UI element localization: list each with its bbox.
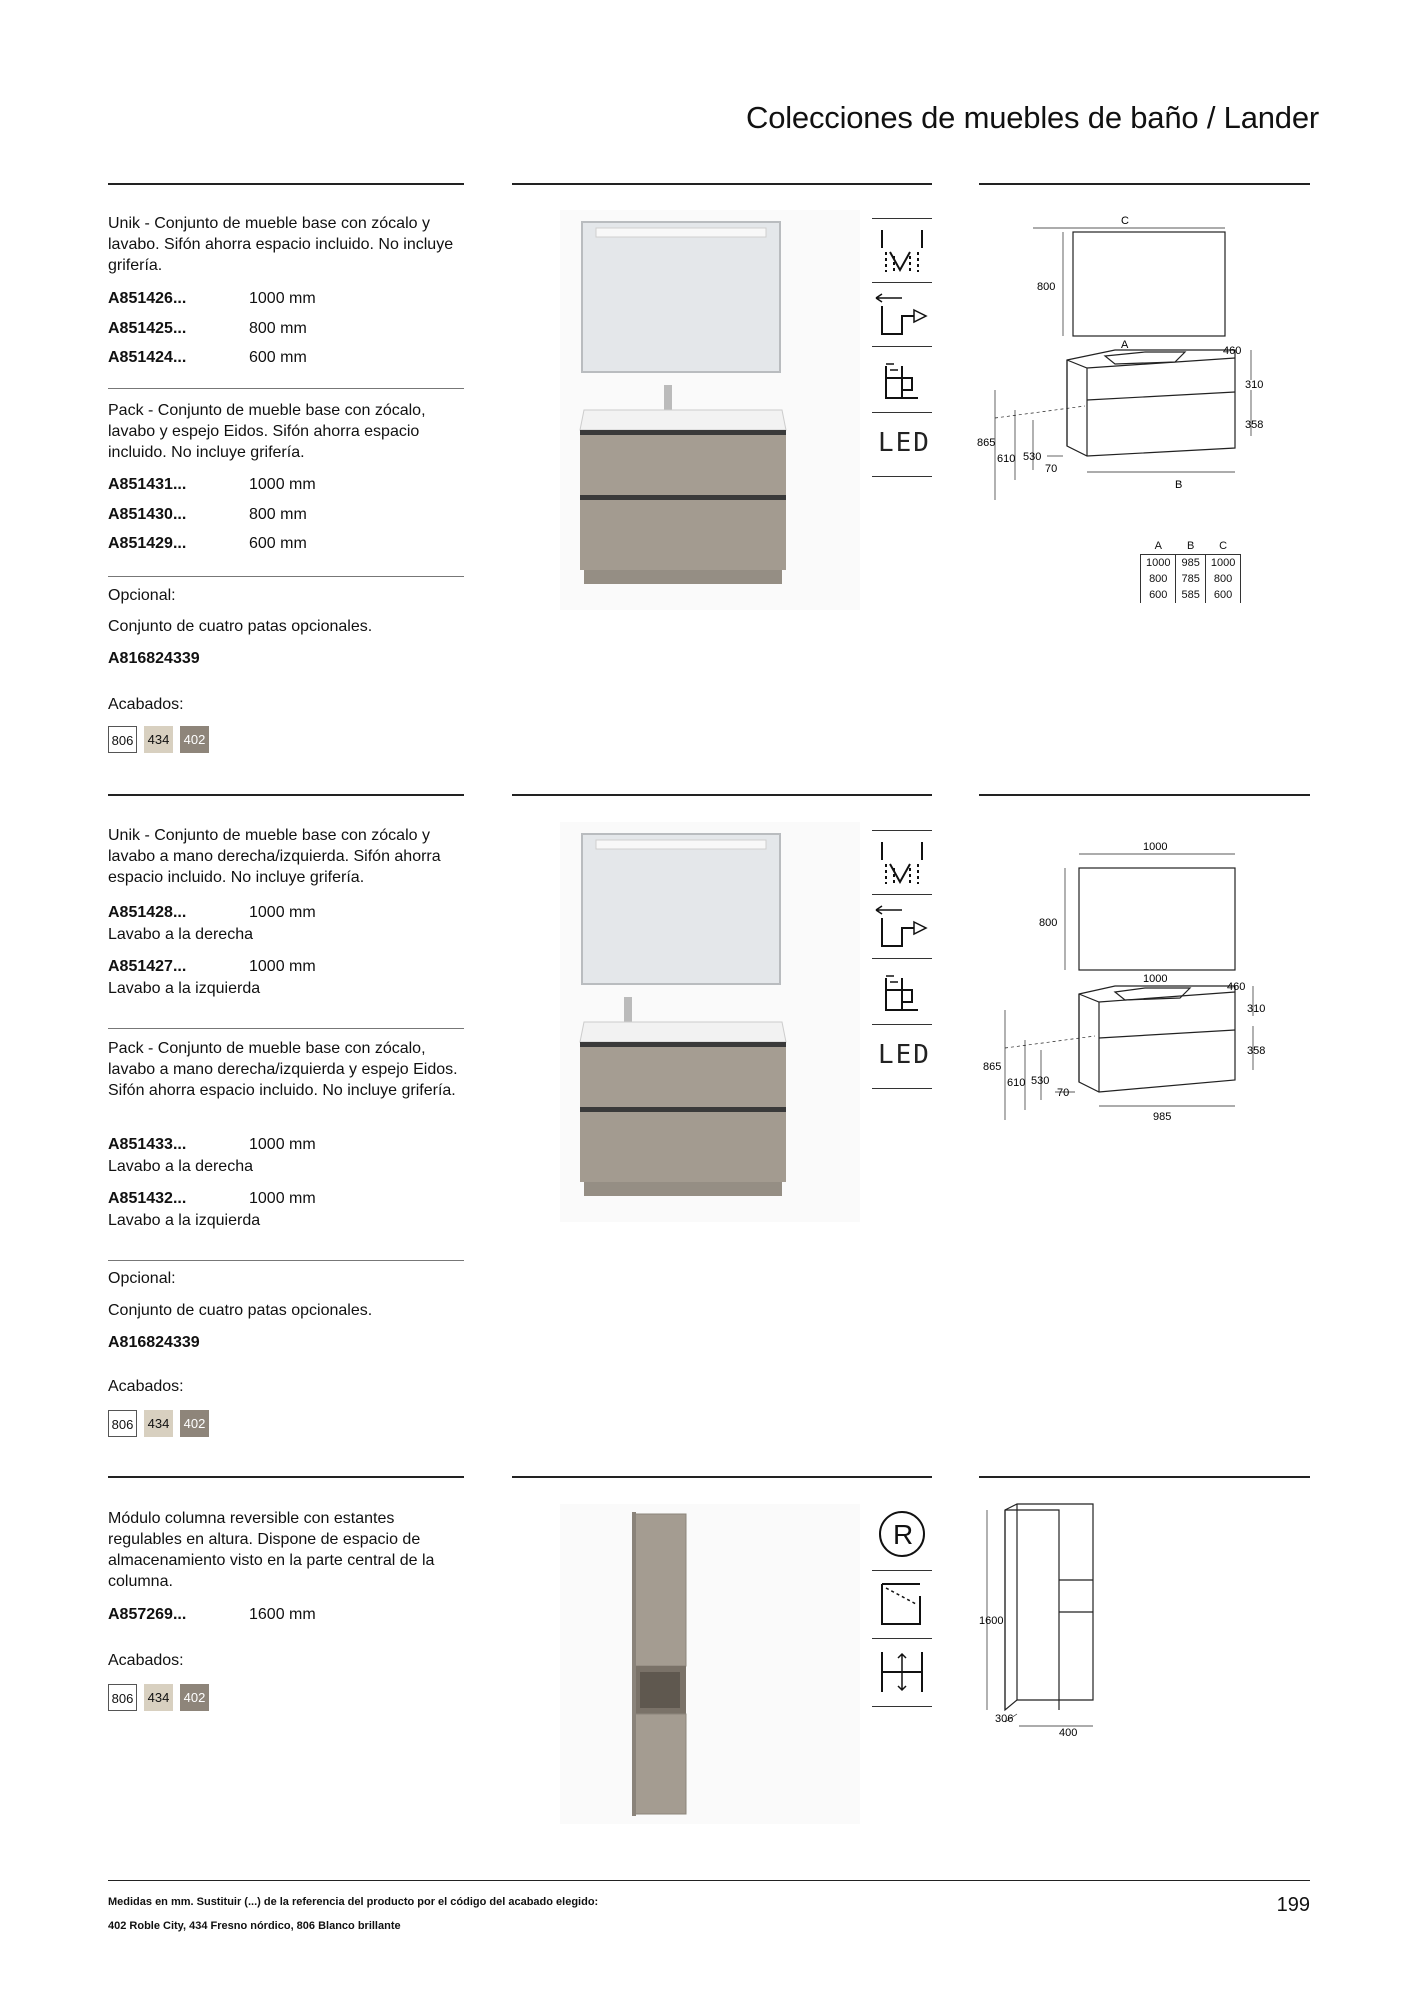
led-icon: LED (878, 428, 931, 458)
product-description: Módulo columna reversible con estantes regulables en altura. Dispone de espacio de almacenamiento visto en la parte central de la columna. (108, 1510, 435, 1590)
product-size: 1000 mm (249, 290, 316, 307)
product-code: A851430... (108, 506, 187, 523)
divider (872, 1024, 932, 1025)
divider (872, 346, 932, 347)
dim-label-865: 865 (983, 1061, 1002, 1073)
dim-label-1600: 1600 (979, 1615, 1004, 1627)
table-cell: 785 (1176, 571, 1205, 587)
table-cell: 800 (1205, 571, 1240, 587)
product-note: Lavabo a la derecha (108, 1158, 253, 1175)
finish-swatch-402: 402 (180, 1410, 209, 1437)
product-code: A851424... (108, 349, 187, 366)
optional-label: Opcional: (108, 587, 176, 604)
product-size: 800 mm (249, 320, 307, 337)
product-code: A851428... (108, 904, 187, 921)
product-description: Unik - Conjunto de mueble base con zócalo y lavabo. Sifón ahorra espacio incluido. No incluye grifería. (108, 215, 454, 274)
product-size: 800 mm (249, 506, 307, 523)
product-description: Pack - Conjunto de mueble base con zócalo, lavabo y espejo Eidos. Sifón ahorra espacio incluido. No incluye grifería. (108, 402, 426, 461)
dim-label-306: 306 (995, 1713, 1014, 1725)
divider (872, 958, 932, 959)
dim-label-a: A (1121, 339, 1129, 351)
dim-label-460: 460 (1227, 981, 1246, 993)
divider (512, 1476, 932, 1478)
optional-code: A816824339 (108, 650, 200, 667)
divider (512, 183, 932, 185)
divider (108, 1028, 464, 1029)
table-cell: 600 (1141, 587, 1176, 603)
siphon-icon (872, 222, 932, 284)
product-size: 1000 mm (249, 958, 316, 975)
finish-swatch-402: 402 (180, 1684, 209, 1711)
divider (108, 388, 464, 389)
product-size: 1000 mm (249, 904, 316, 921)
table-cell: 985 (1176, 555, 1205, 572)
dim-label-610: 610 (997, 453, 1016, 465)
table-header: C (1219, 540, 1228, 552)
vanity-with-mirror-image (560, 822, 860, 1222)
product-code: A851425... (108, 320, 187, 337)
finish-swatch-806: 806 (108, 1684, 137, 1711)
divider (108, 1260, 464, 1261)
product-code: A851429... (108, 535, 187, 552)
technical-drawing (975, 1500, 1175, 1740)
finishes-label: Acabados: (108, 696, 184, 713)
finishes-label: Acabados: (108, 1652, 184, 1669)
finish-swatch-806: 806 (108, 726, 137, 753)
product-size: 1000 mm (249, 1190, 316, 1207)
footer-note: 402 Roble City, 434 Fresno nórdico, 806 Blanco brillante (108, 1920, 401, 1932)
dim-label-358: 358 (1245, 419, 1264, 431)
table-cell: 1000 (1141, 555, 1176, 572)
product-note: Lavabo a la izquierda (108, 980, 261, 997)
dim-label-c: C (1121, 215, 1129, 227)
led-icon: LED (878, 1040, 931, 1070)
divider (872, 830, 932, 831)
reversible-icon (872, 1504, 932, 1566)
product-code: A857269... (108, 1606, 187, 1623)
dim-label-358: 358 (1247, 1045, 1266, 1057)
divider (108, 576, 464, 577)
product-code: A851433... (108, 1136, 187, 1153)
product-description: Unik - Conjunto de mueble base con zócalo y lavabo a mano derecha/izquierda. Sifón ahorra espacio incluido. No incluye grifería. (108, 827, 441, 886)
divider (108, 1476, 464, 1478)
space-saving-siphon-icon (872, 898, 932, 960)
product-code: A851432... (108, 1190, 187, 1207)
finish-swatch-402: 402 (180, 726, 209, 753)
finishes-label: Acabados: (108, 1378, 184, 1395)
product-code: A851427... (108, 958, 187, 975)
product-description: Pack - Conjunto de mueble base con zócalo, lavabo a mano derecha/izquierda y espejo Eidos. Sifón ahorra espacio incluido. No incluye grifería. (108, 1040, 458, 1099)
divider (512, 794, 932, 796)
divider (979, 794, 1310, 796)
product-code: A851431... (108, 476, 187, 493)
dimension-table (1140, 538, 1241, 603)
product-note: Lavabo a la izquierda (108, 1212, 261, 1229)
table-cell: 600 (1205, 587, 1240, 603)
divider (979, 1476, 1310, 1478)
table-cell: 1000 (1205, 555, 1240, 572)
dim-label-1000: 1000 (1143, 841, 1168, 853)
divider (872, 1638, 932, 1639)
divider (872, 894, 932, 895)
space-saving-siphon-icon (872, 286, 932, 348)
divider (108, 794, 464, 796)
door-opening-icon (872, 1574, 932, 1636)
dim-label-985: 985 (1153, 1111, 1172, 1123)
dim-label-610: 610 (1007, 1077, 1026, 1089)
product-note: Lavabo a la derecha (108, 926, 253, 943)
divider (979, 183, 1310, 185)
dim-label-865: 865 (977, 437, 996, 449)
siphon-icon (872, 834, 932, 896)
divider (872, 1570, 932, 1571)
column-cabinet-image (560, 1504, 860, 1824)
vanity-with-mirror-image (560, 210, 860, 610)
dim-label-70: 70 (1057, 1087, 1070, 1099)
optional-description: Conjunto de cuatro patas opcionales. (108, 618, 373, 635)
technical-drawing (975, 210, 1285, 510)
product-size: 1000 mm (249, 1136, 316, 1153)
dim-label-70: 70 (1045, 463, 1058, 475)
optional-label: Opcional: (108, 1270, 176, 1287)
product-size: 1600 mm (249, 1606, 316, 1623)
divider (872, 218, 932, 219)
table-header: B (1186, 540, 1195, 552)
drawer-icon (872, 350, 932, 412)
table-cell: 800 (1141, 571, 1176, 587)
finish-swatch-434: 434 (144, 726, 173, 753)
optional-description: Conjunto de cuatro patas opcionales. (108, 1302, 373, 1319)
technical-drawing (975, 830, 1285, 1130)
product-size: 600 mm (249, 349, 307, 366)
adjustable-shelf-icon (872, 1642, 932, 1704)
dim-label-310: 310 (1245, 379, 1264, 391)
product-size: 1000 mm (249, 476, 316, 493)
dim-label-400: 400 (1059, 1727, 1078, 1739)
dim-label-460: 460 (1223, 345, 1242, 357)
footer-divider (108, 1880, 1310, 1881)
table-header: A (1154, 540, 1162, 552)
dim-label-800: 800 (1039, 917, 1058, 929)
dim-label-530: 530 (1023, 451, 1042, 463)
dim-label-310: 310 (1247, 1003, 1266, 1015)
dim-label-530: 530 (1031, 1075, 1050, 1087)
divider (872, 412, 932, 413)
drawer-icon (872, 962, 932, 1024)
divider (872, 476, 932, 477)
divider (872, 282, 932, 283)
reversible-letter: R (893, 1519, 914, 1550)
finish-swatch-806: 806 (108, 1410, 137, 1437)
optional-code: A816824339 (108, 1334, 200, 1351)
table-cell: 585 (1176, 587, 1205, 603)
dim-label-800: 800 (1037, 281, 1056, 293)
divider (108, 183, 464, 185)
finish-swatch-434: 434 (144, 1410, 173, 1437)
dim-label-b: B (1175, 479, 1183, 491)
page-number: 199 (1276, 1894, 1310, 1916)
footer-note: Medidas en mm. Sustituir (...) de la referencia del producto por el código del acabado elegido: (108, 1896, 599, 1908)
divider (872, 1088, 932, 1089)
divider (872, 1706, 932, 1707)
dim-label-1000: 1000 (1143, 973, 1168, 985)
product-size: 600 mm (249, 535, 307, 552)
finish-swatch-434: 434 (144, 1684, 173, 1711)
product-code: A851426... (108, 290, 187, 307)
page-title: Colecciones de muebles de baño / Lander (746, 100, 1319, 135)
